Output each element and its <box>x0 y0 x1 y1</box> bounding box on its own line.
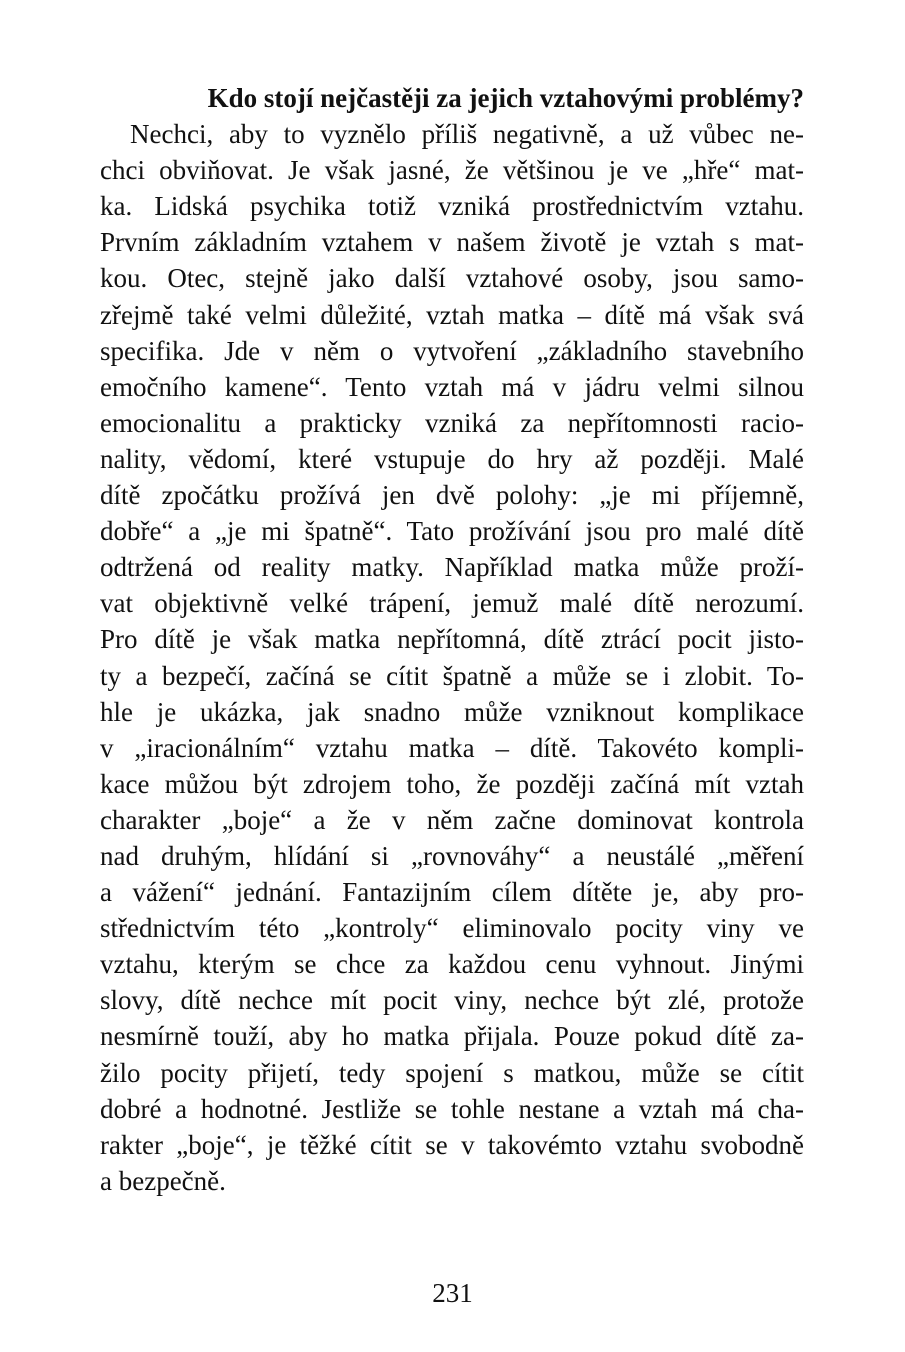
paragraph-line: nesmírně touží, aby ho matka přijala. Pouze pokud dítě za- <box>100 1021 804 1052</box>
paragraph-line: emočního kamene“. Tento vztah má v jádru velmi silnou <box>100 371 804 402</box>
paragraph-line: Nechci, aby to vyznělo příliš negativně, a už vůbec ne- <box>130 119 804 150</box>
paragraph-line: dobré a hodnotné. Jestliže se tohle nestane a vztah má cha- <box>100 1093 804 1124</box>
paragraph-line: v „iracionálním“ vztahu matka – dítě. Takovéto kompli- <box>100 732 804 763</box>
paragraph-line: emocionalitu a prakticky vzniká za nepřítomnosti racio- <box>100 407 804 438</box>
paragraph-line: chci obviňovat. Je však jasné, že většinou je ve „hře“ mat- <box>100 155 804 186</box>
paragraph-line: kou. Otec, stejně jako další vztahové osoby, jsou samo- <box>100 263 804 294</box>
paragraph-line: ka. Lidská psychika totiž vzniká prostřednictvím vztahu. <box>100 191 804 222</box>
paragraph-line: odtržená od reality matky. Například matka může proží- <box>100 552 804 583</box>
paragraph-line: hle je ukázka, jak snadno může vzniknout komplikace <box>100 696 804 727</box>
paragraph-line: dobře“ a „je mi špatně“. Tato prožívání jsou pro malé dítě <box>100 516 804 547</box>
paragraph-line: specifika. Jde v něm o vytvoření „základního stavebního <box>100 335 804 366</box>
text-block <box>100 80 804 1199</box>
paragraph-line: charakter „boje“ a že v něm začne dominovat kontrola <box>100 804 804 835</box>
paragraph-line: kace můžou být zdrojem toho, že později začíná mít vztah <box>100 768 804 799</box>
paragraph-line: nad druhým, hlídání si „rovnováhy“ a neustálé „měření <box>100 840 804 871</box>
paragraph-line: slovy, dítě nechce mít pocit viny, nechce být zlé, protože <box>100 985 804 1016</box>
paragraph-line: zřejmě také velmi důležité, vztah matka – dítě má však svá <box>100 299 804 330</box>
section-heading: Kdo stojí nejčastěji za jejich vztahovými problémy? <box>207 83 804 113</box>
paragraph-line: ty a bezpečí, začíná se cítit špatně a může se i zlobit. To- <box>100 660 804 691</box>
paragraph-line: vat objektivně velké trápení, jemuž malé dítě nerozumí. <box>100 588 804 619</box>
paragraph-line: Prvním základním vztahem v našem životě je vztah s mat- <box>100 227 804 258</box>
body-paragraph <box>100 116 804 1199</box>
page-number: 231 <box>432 1278 473 1308</box>
paragraph-line: dítě zpočátku prožívá jen dvě polohy: „je mi příjemně, <box>100 480 804 511</box>
paragraph-line: vztahu, kterým se chce za každou cenu vyhnout. Jinými <box>100 949 804 980</box>
paragraph-line: a bezpečně. <box>100 1165 226 1196</box>
paragraph-line: žilo pocity přijetí, tedy spojení s matkou, může se cítit <box>100 1057 804 1088</box>
paragraph-line: a vážení“ jednání. Fantazijním cílem dítěte je, aby pro- <box>100 877 804 908</box>
paragraph-line: Pro dítě je však matka nepřítomná, dítě ztrácí pocit jisto- <box>100 624 804 655</box>
paragraph-line: nality, vědomí, které vstupuje do hry až později. Malé <box>100 443 804 474</box>
paragraph-line: rakter „boje“, je těžké cítit se v takovémto vztahu svobodně <box>100 1129 804 1160</box>
paragraph-line: střednictvím této „kontroly“ eliminovalo pocity viny ve <box>100 913 804 944</box>
